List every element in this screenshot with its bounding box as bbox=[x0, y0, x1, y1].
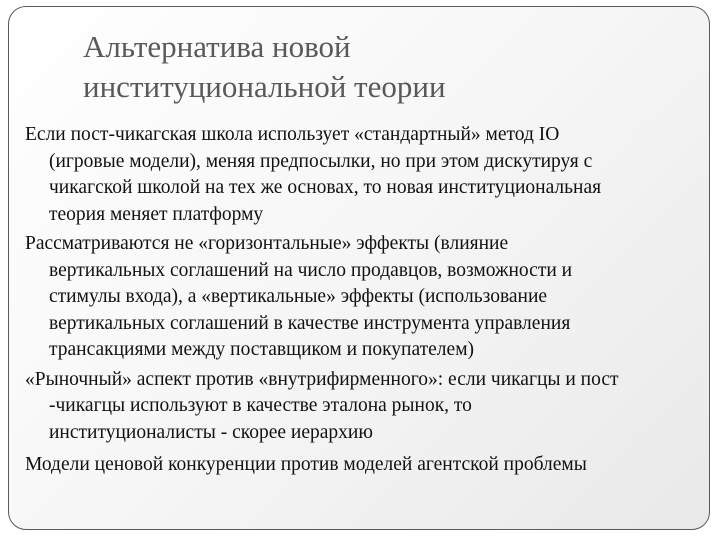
paragraph-vertical-effects: Рассматриваются не «горизонтальные» эффекты (влияние вертикальных соглашений на число продавцов, возможности и стимулы входа), а «вертикальные» эффекты (использование вертикальных соглашений в качестве инструмента управления трансакциями между поставщиком и покупателем) bbox=[25, 233, 573, 360]
paragraph-models: Модели ценовой конкуренции против моделей агентской проблемы bbox=[25, 454, 587, 475]
paragraph-post-chicago: Если пост-чикагская школа использует «стандартный» метод ІО (игровые модели), меняя предпосылки, но при этом дискутируя с чикагской школой на тех же основах, то новая институциональная теория меняет платформу bbox=[25, 124, 602, 225]
slide-body bbox=[25, 122, 707, 482]
paragraph-market-vs-firm: «Рыночный» аспект против «внутрифирменного»: если чикагцы и пост -чикагцы используют в качестве эталона рынок, то институционалисты - скорее иерархию bbox=[25, 368, 619, 443]
slide bbox=[8, 6, 710, 530]
slide-title: Альтернатива новой институциональной теории bbox=[83, 29, 446, 104]
